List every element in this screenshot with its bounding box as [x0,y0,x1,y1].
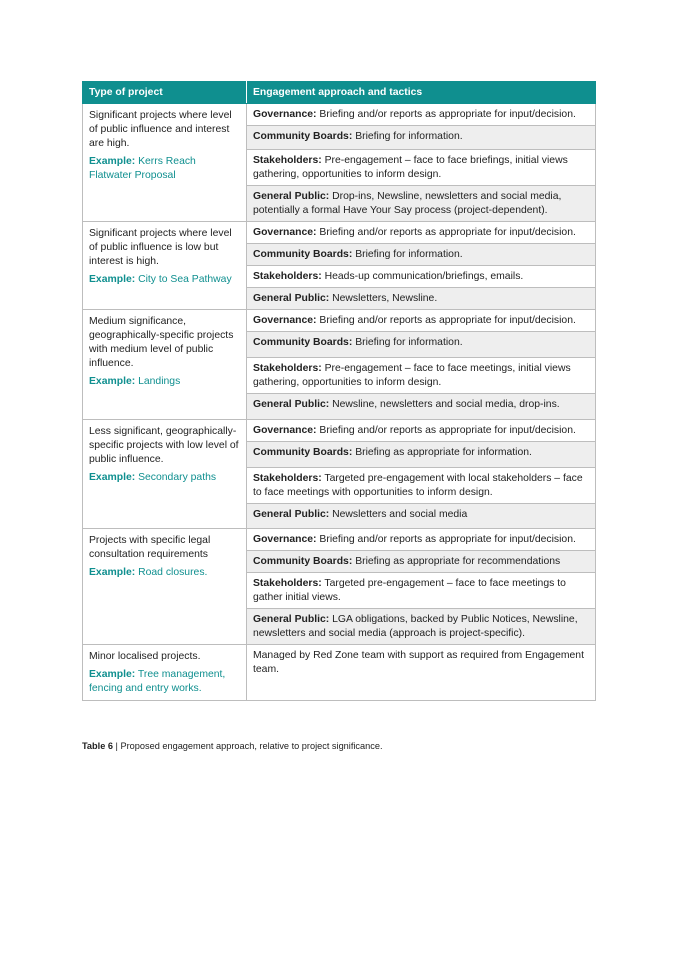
example-label: Example: [89,472,136,483]
tactic-text: Briefing as appropriate for information. [355,447,532,458]
page [82,81,595,701]
project-type-cell [83,420,247,529]
tactic-label: Governance: [253,534,317,545]
tactic-cell [247,420,596,442]
tactic-label: Community Boards: [253,131,353,142]
tactic-text: Briefing and/or reports as appropriate for input/decision. [319,315,576,326]
tactic-label: Community Boards: [253,249,353,260]
tactic-text: Newsletters, Newsline. [332,293,438,304]
project-example [89,668,240,696]
tactic-text: Pre-engagement – face to face meetings, initial views gathering, opportunities to inform design. [253,363,571,388]
example-text: Landings [138,376,181,387]
project-type-cell [83,645,247,701]
tactic-text: Briefing and/or reports as appropriate for input/decision. [319,109,576,120]
tactic-text: Briefing and/or reports as appropriate for input/decision. [319,534,576,545]
tactic-label: Governance: [253,425,317,436]
table-caption [82,741,383,751]
tactic-cell [247,468,596,504]
project-type-cell [83,104,247,222]
project-type-description: Medium significance, geographically-specific projects with medium level of public influence. [89,316,234,369]
tactic-text: Pre-engagement – face to face briefings, initial views gathering, opportunities to inform design. [253,155,568,180]
tactic-cell [247,442,596,468]
engagement-table [82,81,596,701]
tactic-text: Briefing for information. [355,337,463,348]
table-row [83,529,596,551]
tactic-label: Stakeholders: [253,155,322,166]
tactic-cell [247,222,596,244]
tactic-cell [247,266,596,288]
tactic-text: Newsletters and social media [332,509,468,520]
example-label: Example: [89,567,136,578]
project-type-description: Less significant, geographically-specific projects with low level of public influence. [89,426,239,465]
tactic-label: General Public: [253,293,330,304]
table-row [83,645,596,701]
tactic-text: Heads-up communication/briefings, emails. [324,271,524,282]
tactic-cell [247,394,596,420]
table-header-row [83,82,596,104]
tactic-cell [247,310,596,332]
tactic-text: LGA obligations, backed by Public Notices, Newsline, newsletters and social media (approach is project-specific). [253,614,578,639]
table-body [83,104,596,701]
example-text: Secondary paths [138,472,217,483]
tactic-text: Targeted pre-engagement – face to face meetings to gather initial views. [253,578,566,603]
tactic-label: Community Boards: [253,556,353,567]
example-text: Kerrs Reach Flatwater Proposal [89,156,196,181]
tactic-label: Stakeholders: [253,578,322,589]
project-type-description: Minor localised projects. [89,651,201,662]
example-text: Road closures. [138,567,208,578]
example-label: Example: [89,376,136,387]
tactic-text: Drop-ins, Newsline, newsletters and social media, potentially a formal Have Your Say process (project-dependent). [253,191,562,216]
table-row [83,104,596,126]
example-label: Example: [89,274,136,285]
project-type-cell [83,310,247,420]
example-text: Tree management, fencing and entry works. [89,669,226,694]
tactic-cell [247,126,596,150]
project-type-description: Significant projects where level of public influence is low but interest is high. [89,228,232,267]
tactic-cell [247,288,596,310]
tactic-cell [247,529,596,551]
example-label: Example: [89,669,136,680]
tactic-text: Briefing and/or reports as appropriate for input/decision. [319,227,576,238]
tactic-cell [247,104,596,126]
project-example [89,155,240,183]
tactic-text: Briefing and/or reports as appropriate for input/decision. [319,425,576,436]
tactic-label: General Public: [253,399,330,410]
tactic-cell [247,645,596,701]
tactic-cell [247,573,596,609]
project-type-cell [83,529,247,645]
caption-label: Table 6 [82,741,113,751]
header-engagement-approach: Engagement approach and tactics [247,82,596,104]
tactic-cell [247,609,596,645]
project-type-description: Significant projects where level of public influence and interest are high. [89,110,232,149]
tactic-cell [247,358,596,394]
project-example [89,273,240,287]
table-row [83,310,596,332]
tactic-cell [247,150,596,186]
tactic-cell [247,244,596,266]
example-label: Example: [89,156,136,167]
tactic-label: Governance: [253,315,317,326]
example-text: City to Sea Pathway [138,274,232,285]
tactic-label: Community Boards: [253,447,353,458]
tactic-cell [247,551,596,573]
tactic-text: Targeted pre-engagement with local stakeholders – face to face meetings with opportunities to inform design. [253,473,583,498]
tactic-label: Governance: [253,227,317,238]
table-row [83,222,596,244]
table-row [83,420,596,442]
tactic-label: General Public: [253,191,330,202]
tactic-label: Community Boards: [253,337,353,348]
tactic-text: Briefing as appropriate for recommendations [355,556,561,567]
project-type-description: Projects with specific legal consultation requirements [89,535,211,560]
tactic-label: General Public: [253,509,330,520]
project-example [89,375,240,389]
tactic-label: General Public: [253,614,330,625]
tactic-text: Briefing for information. [355,131,463,142]
tactic-text: Newsline, newsletters and social media, drop-ins. [332,399,560,410]
header-type-of-project: Type of project [83,82,247,104]
tactic-label: Governance: [253,109,317,120]
tactic-cell [247,504,596,529]
project-example [89,566,240,580]
tactic-text: Briefing for information. [355,249,463,260]
tactic-text: Managed by Red Zone team with support as required from Engagement team. [253,650,584,675]
tactic-label: Stakeholders: [253,363,322,374]
caption-text: | Proposed engagement approach, relative to project significance. [115,741,383,751]
tactic-cell [247,332,596,358]
project-example [89,471,240,485]
tactic-label: Stakeholders: [253,473,322,484]
project-type-cell [83,222,247,310]
tactic-cell [247,186,596,222]
tactic-label: Stakeholders: [253,271,322,282]
